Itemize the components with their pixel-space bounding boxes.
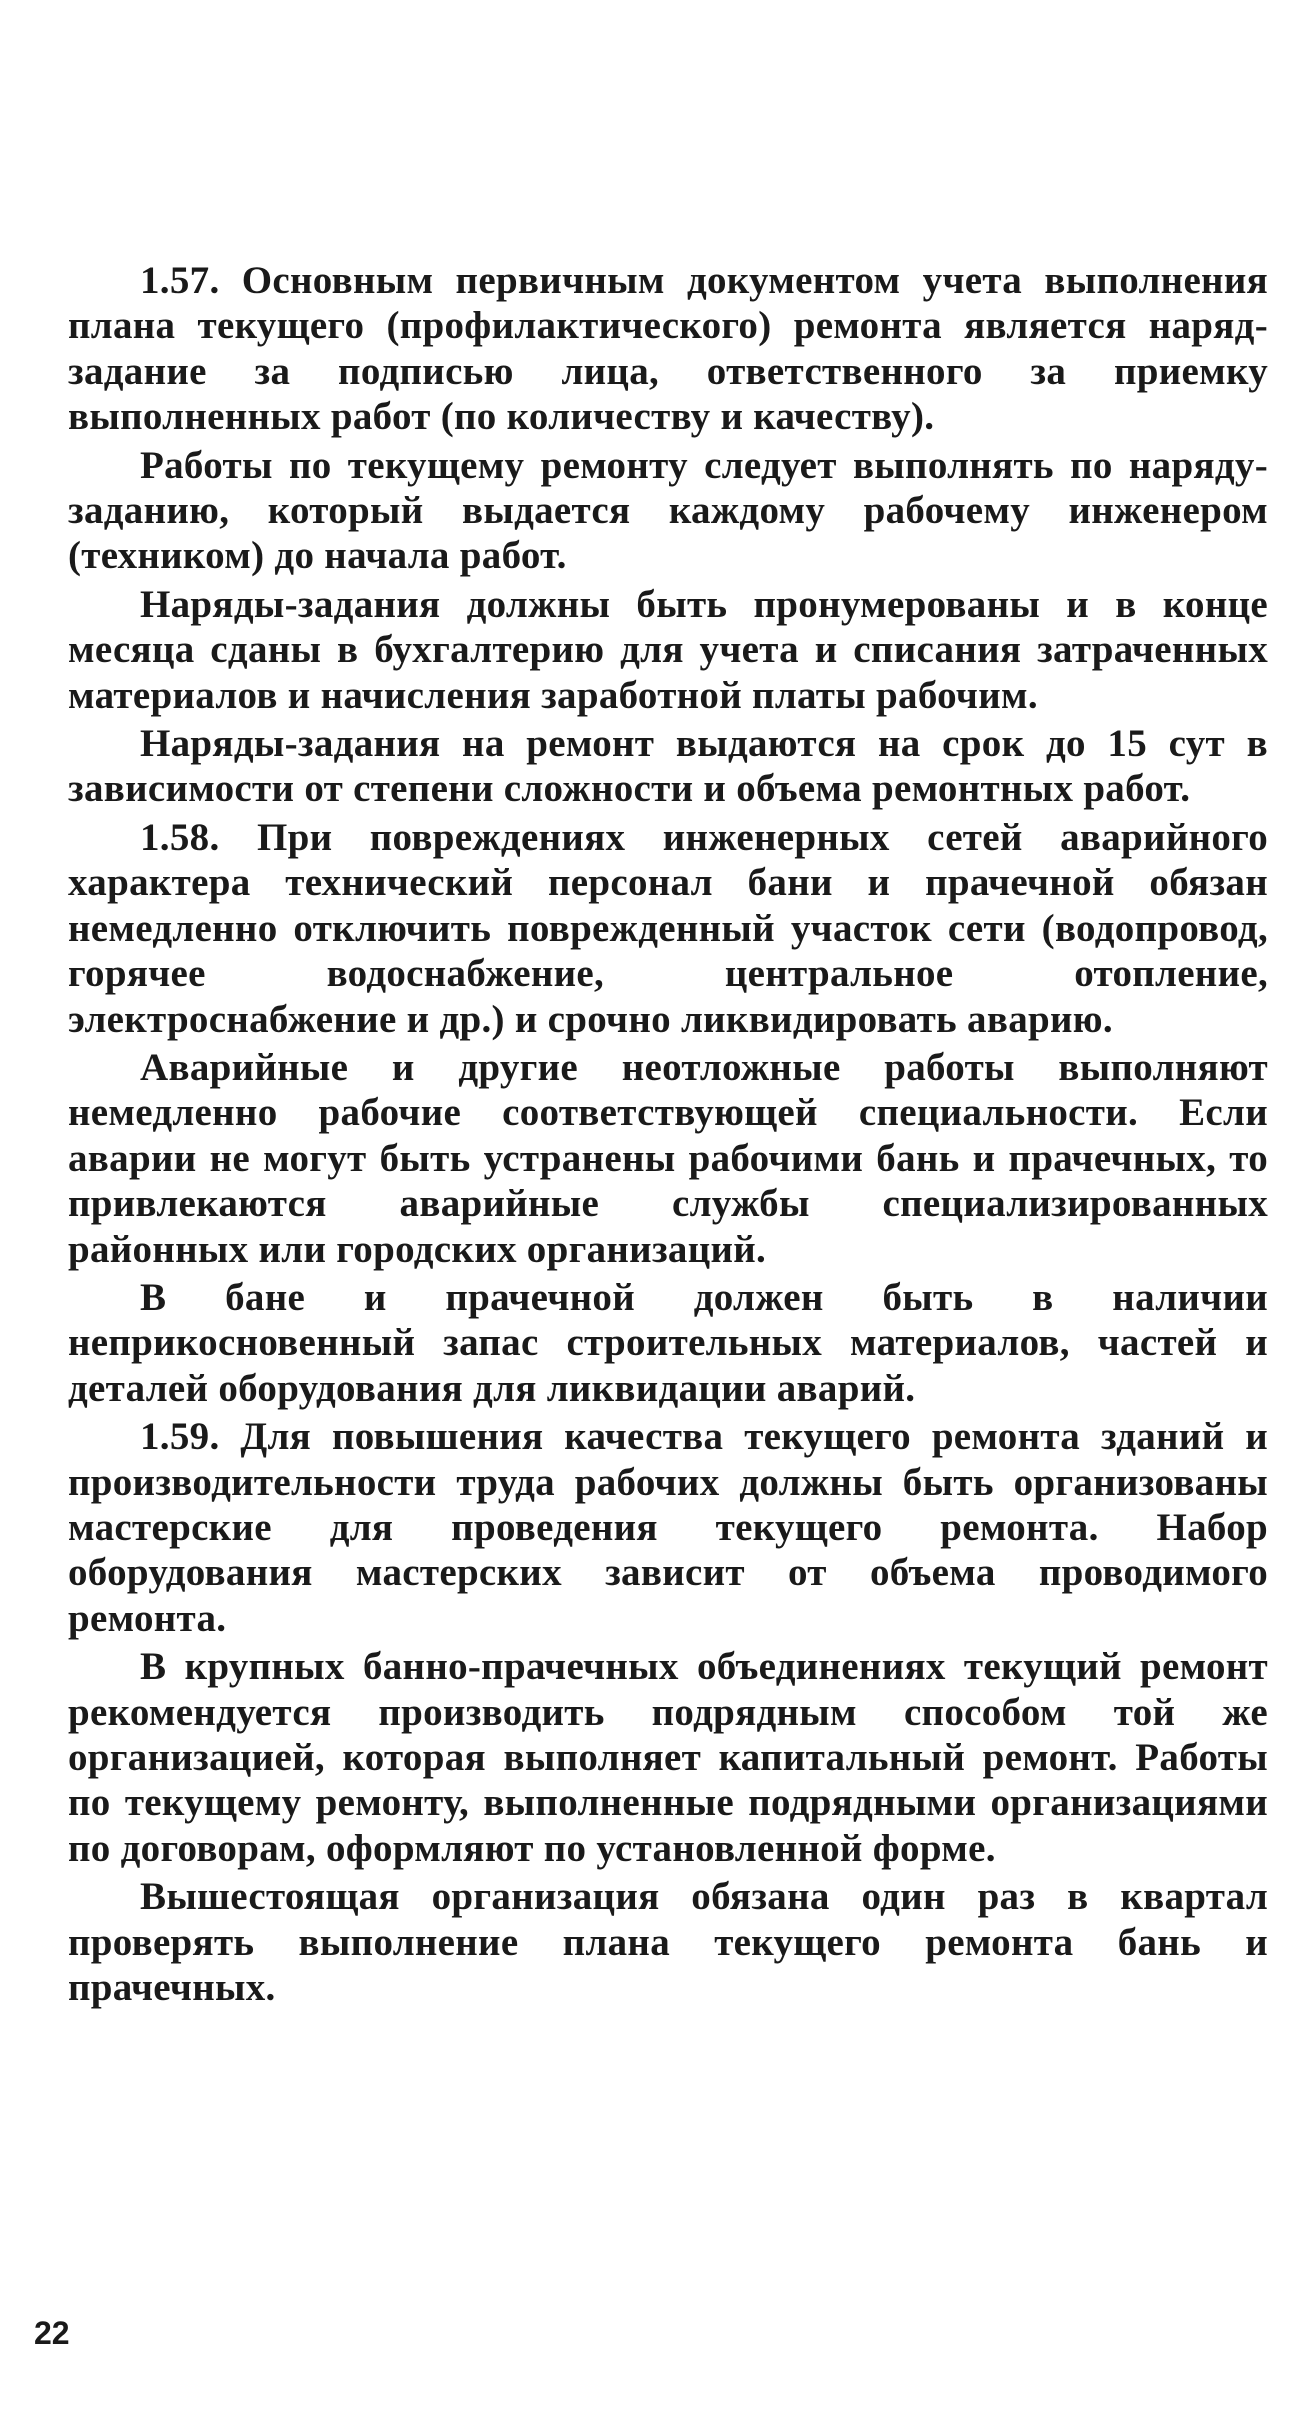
page-body xyxy=(68,258,1268,2013)
paragraph-work-orders: Работы по текущему ремонту следует выполнять по наряду-заданию, который выдается каждому рабочему инженером (техником) до начала работ. xyxy=(68,443,1268,578)
paragraph-1-58: 1.58. При повреждениях инженерных сетей аварийного характера технический персонал бани и прачечной обязан немедленно отключить поврежденный участок сети (водопровод, горячее водоснабжение, центральное отопление, электроснабжение и др.) и срочно ликвидировать аварию. xyxy=(68,815,1268,1041)
paragraph-1-59: 1.59. Для повышения качества текущего ремонта зданий и производительности труда рабочих должны быть организованы мастерские для проведения текущего ремонта. Набор оборудования мастерских зависит от объема проводимого ремонта. xyxy=(68,1415,1268,1640)
paragraph-contractor: В крупных банно-прачечных объединениях текущий ремонт рекомендуется производить подрядным способом той же организацией, которая выполняет капитальный ремонт. Работы по текущему ремонту, выполненные подрядными организациями по договорам, оформляют по установленной форме. xyxy=(68,1645,1268,1870)
paragraph-supervision: Вышестоящая организация обязана один раз в квартал проверять выполнение плана текущего ремонта бань и прачечных. xyxy=(68,1875,1268,2010)
paragraph-term: Наряды-задания на ремонт выдаются на срок до 15 сут в зависимости от степени сложности и объема ремонтных работ. xyxy=(68,722,1268,811)
paragraph-1-57: 1.57. Основным первичным документом учета выполнения плана текущего (профилактического) ремонта является наряд-задание за подписью лица, ответственного за приемку выполненных работ (по количеству и качеству). xyxy=(68,259,1268,439)
paragraph-emergency-works: Аварийные и другие неотложные работы выполняют немедленно рабочие соответствующей специальности. Если аварии не могут быть устранены рабочими бань и прачечных, то привлекаются аварийные службы специализированных районных или городских организаций. xyxy=(68,1045,1268,1271)
paragraph-numbering: Наряды-задания должны быть пронумерованы и в конце месяца сданы в бухгалтерию для учета и списания затраченных материалов и начисления заработной платы рабочим. xyxy=(68,582,1268,717)
page-number: 22 xyxy=(34,2315,70,2351)
paragraph-reserve-stock: В бане и прачечной должен быть в наличии неприкосновенный запас строительных материалов, частей и деталей оборудования для ликвидации аварий. xyxy=(68,1275,1268,1410)
